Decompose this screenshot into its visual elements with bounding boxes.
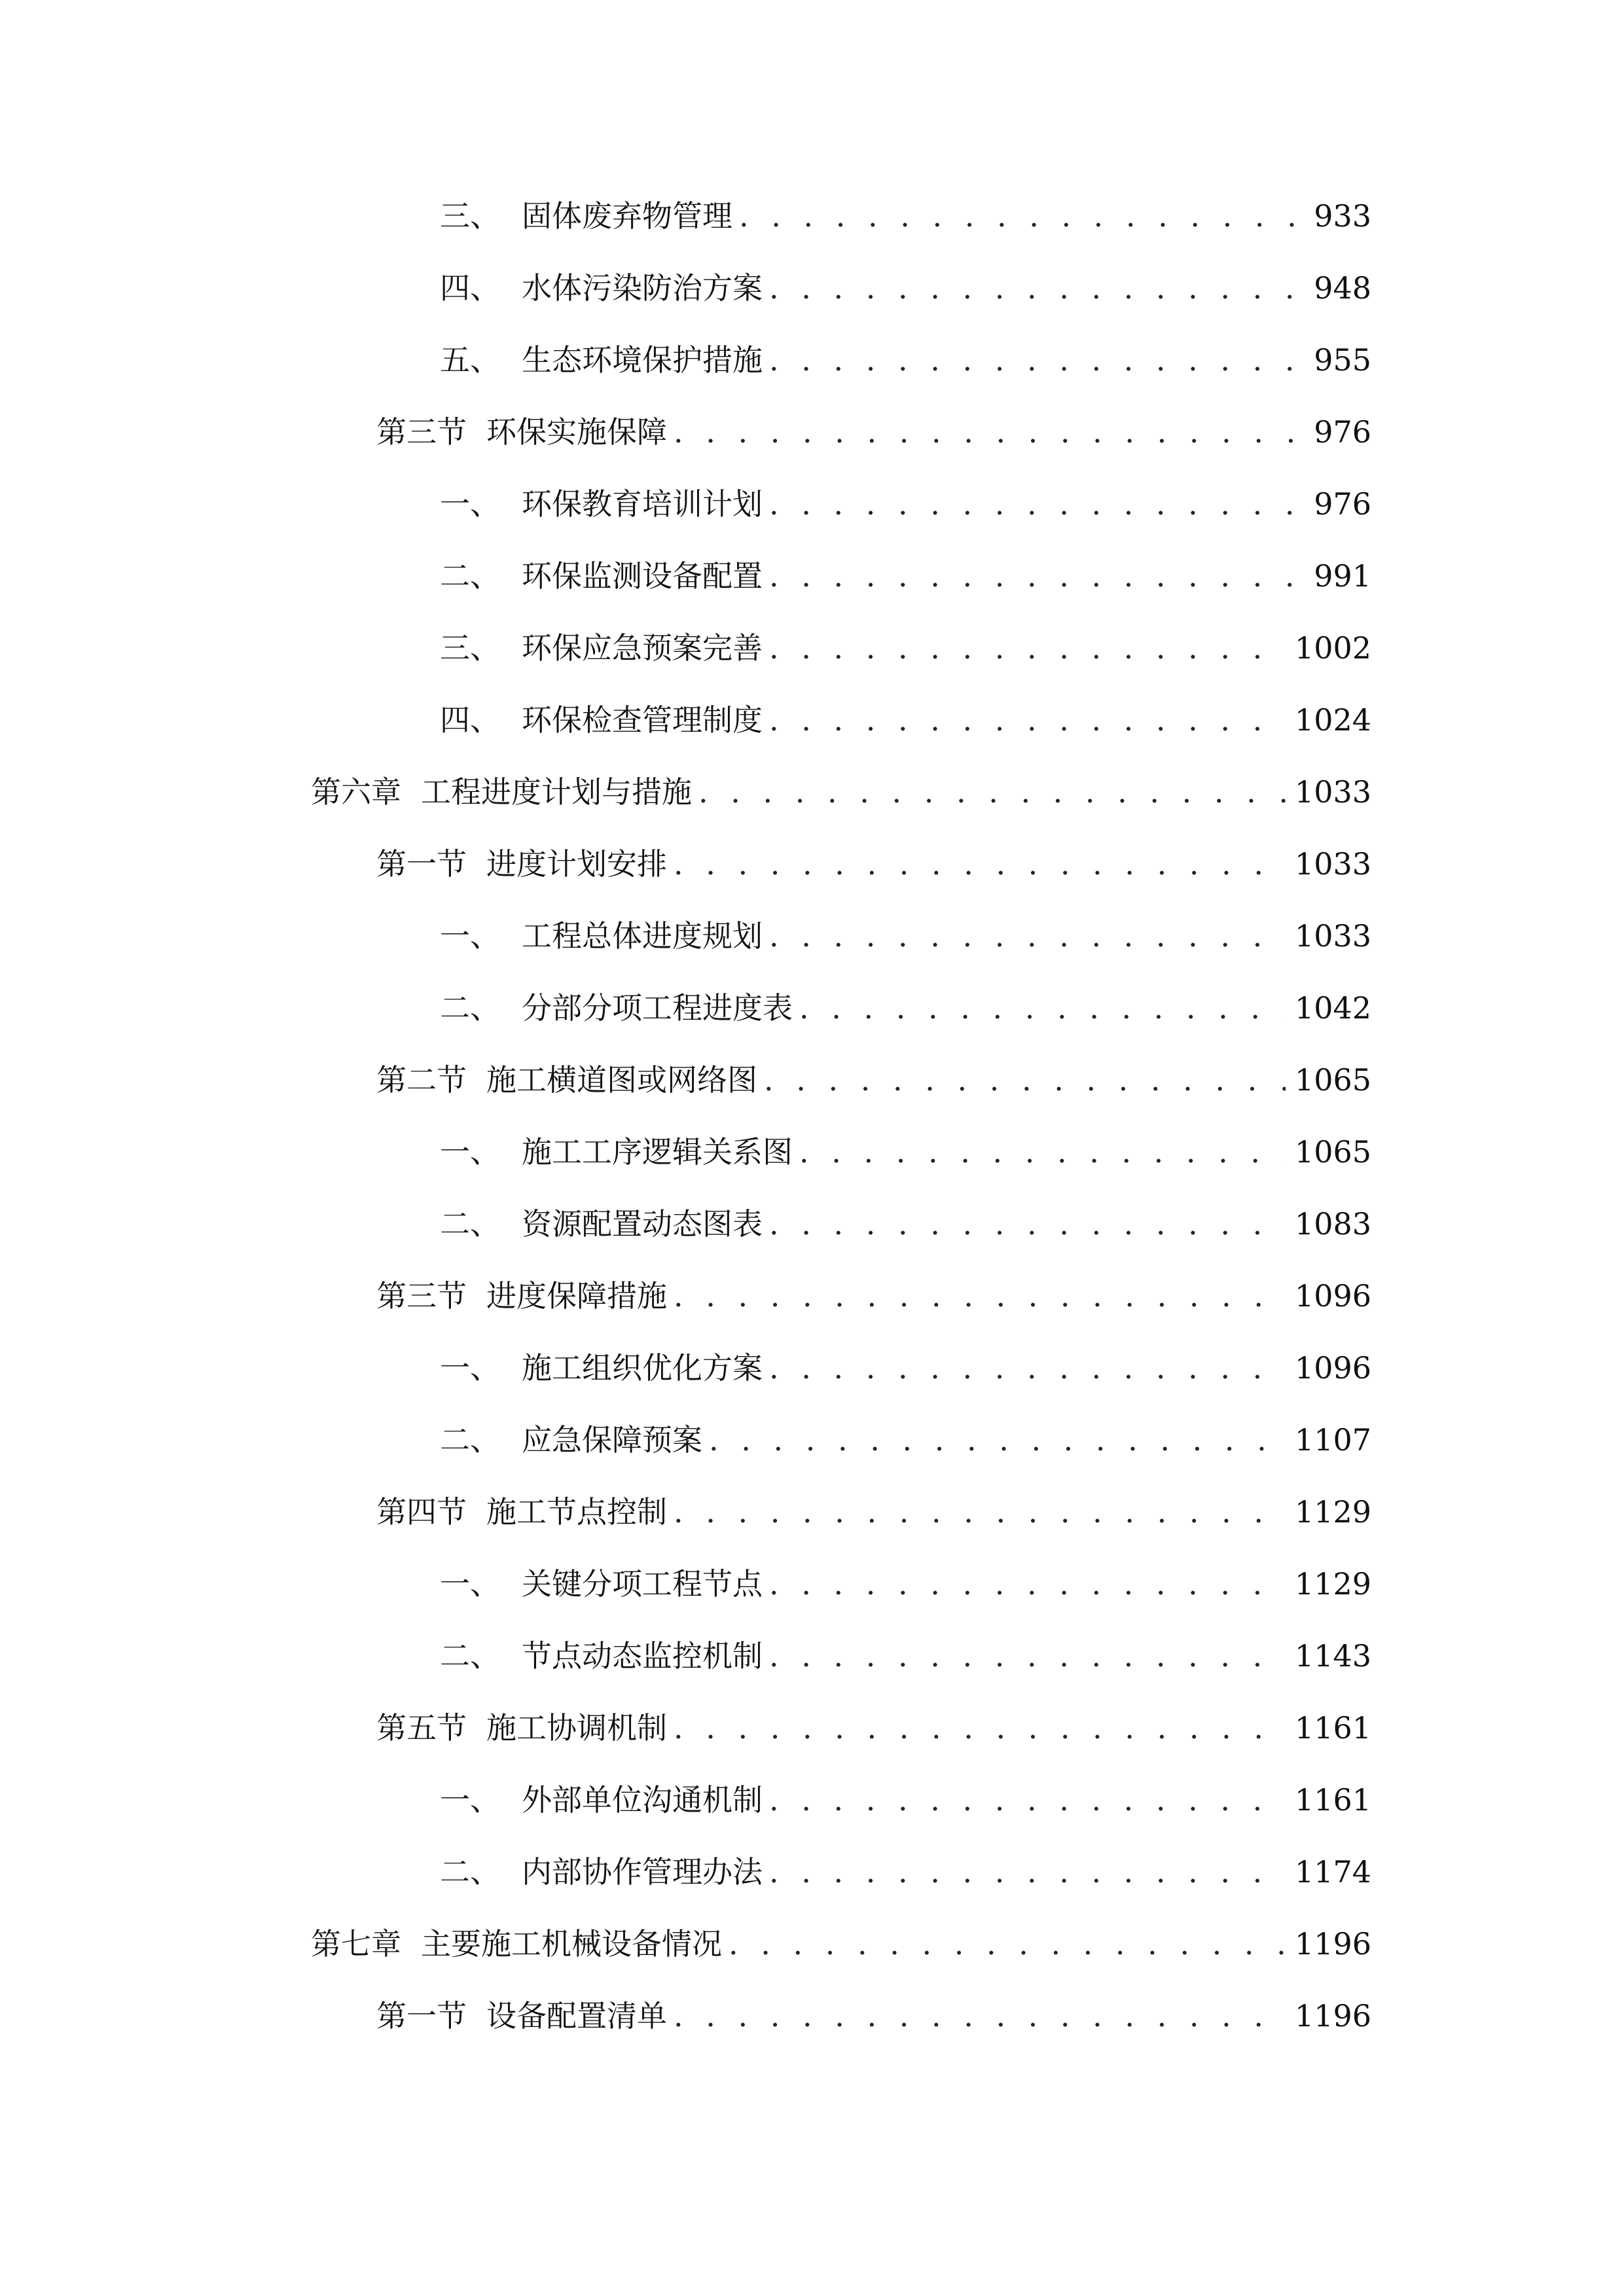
toc-entry-title: 工程进度计划与措施 [421,774,692,810]
toc-entry-page: 991 [1314,558,1371,594]
toc-entry-number: 一、 [440,1782,500,1818]
dot-leader [739,193,1305,239]
toc-entry-title: 关键分项工程节点 [522,1566,763,1602]
toc-entry-page: 1024 [1294,702,1371,738]
toc-entry-page: 1083 [1294,1206,1371,1242]
dot-leader [674,1705,1286,1751]
toc-entry-title: 工程总体进度规划 [522,918,763,954]
dot-leader [769,553,1305,599]
toc-entry[interactable] [440,625,1371,671]
toc-entry-number: 二、 [440,1206,500,1242]
dot-leader [698,769,1286,815]
toc-entry-title: 固体废弃物管理 [522,198,732,234]
toc-entry-title: 外部单位沟通机制 [522,1782,763,1818]
toc-entry[interactable] [440,265,1371,311]
toc-entry-number: 五、 [440,342,500,378]
toc-entry-title: 施工工序逻辑关系图 [522,1134,793,1170]
dot-leader [769,1201,1286,1247]
toc-entry-title: 环保教育培训计划 [522,486,763,522]
toc-entry-title: 环保应急预案完善 [522,630,763,666]
dot-leader [674,1273,1286,1319]
toc-entry-page: 1002 [1294,630,1371,666]
toc-entry[interactable] [440,985,1371,1031]
toc-entry[interactable] [440,481,1371,527]
dot-leader [674,841,1286,887]
toc-entry-title: 节点动态监控机制 [522,1638,763,1674]
dot-leader [769,1345,1286,1391]
dot-leader [764,1057,1286,1103]
toc-entry-page: 1174 [1294,1854,1371,1890]
toc-entry-number: 一、 [440,1350,500,1386]
dot-leader [769,265,1305,311]
toc-entry-number: 四、 [440,702,500,738]
toc-entry-page: 1065 [1294,1134,1371,1170]
toc-entry-title: 进度计划安排 [486,846,667,882]
toc-entry-number: 一、 [440,1134,500,1170]
toc-entry[interactable] [376,1705,1371,1751]
toc-entry-title: 内部协作管理办法 [522,1854,763,1890]
toc-entry[interactable] [440,1561,1371,1607]
toc-entry-number: 第三节 [376,1278,467,1314]
dot-leader [674,1993,1286,2039]
dot-leader [769,697,1286,743]
toc-entry[interactable] [440,1129,1371,1175]
toc-entry[interactable] [440,553,1371,599]
toc-entry-number: 四、 [440,270,500,306]
toc-entry-page: 1096 [1294,1278,1371,1314]
toc-entry-title: 资源配置动态图表 [522,1206,763,1242]
toc-entry[interactable] [440,913,1371,959]
toc-entry-title: 主要施工机械设备情况 [421,1926,722,1962]
toc-entry-page: 948 [1314,270,1371,306]
dot-leader [769,913,1286,959]
dot-leader [769,625,1286,671]
toc-entry[interactable] [376,409,1371,455]
toc-entry-title: 分部分项工程进度表 [522,990,793,1026]
dot-leader [769,1849,1286,1895]
toc-entry-number: 第二节 [376,1062,467,1098]
toc-entry-page: 1042 [1294,990,1371,1026]
toc-entry-number: 三、 [440,630,500,666]
toc-entry[interactable] [440,1201,1371,1247]
toc-entry-title: 生态环境保护措施 [522,342,763,378]
toc-entry[interactable] [440,1849,1371,1895]
toc-entry-number: 第五节 [376,1710,467,1746]
dot-leader [769,481,1305,527]
toc-entry-page: 1107 [1294,1422,1371,1458]
toc-entry[interactable] [376,1489,1371,1535]
toc-entry[interactable] [376,1993,1371,2039]
toc-entry-number: 第一节 [376,1998,467,2034]
dot-leader [769,1561,1286,1607]
toc-entry-page: 976 [1314,414,1371,450]
toc-entry-number: 第四节 [376,1494,467,1530]
toc-entry[interactable] [440,193,1371,239]
toc-entry[interactable] [440,1417,1371,1463]
dot-leader [799,985,1286,1031]
toc-entry-page: 1033 [1294,774,1371,810]
toc-entry-page: 1033 [1294,918,1371,954]
toc-entry-page: 1033 [1294,846,1371,882]
toc-entry-title: 设备配置清单 [486,1998,667,2034]
toc-entry-page: 933 [1314,198,1371,234]
toc-entry-page: 1143 [1294,1638,1371,1674]
toc-entry-title: 水体污染防治方案 [522,270,763,306]
toc-entry-number: 二、 [440,990,500,1026]
toc-entry-title: 施工组织优化方案 [522,1350,763,1386]
toc-entry-number: 第六章 [311,774,401,810]
toc-entry-number: 二、 [440,1638,500,1674]
toc-entry-page: 1096 [1294,1350,1371,1386]
toc-entry-title: 环保检查管理制度 [522,702,763,738]
toc-entry-page: 1129 [1294,1566,1371,1602]
toc-entry[interactable] [376,841,1371,887]
toc-entry-page: 1065 [1294,1062,1371,1098]
toc-entry[interactable] [376,1057,1371,1103]
dot-leader [769,1633,1286,1679]
toc-entry-page: 1196 [1294,1926,1371,1962]
toc-entry-title: 施工节点控制 [486,1494,667,1530]
dot-leader [729,1921,1286,1967]
toc-entry-number: 一、 [440,486,500,522]
toc-entry-number: 一、 [440,918,500,954]
dot-leader [799,1129,1286,1175]
toc-entry-number: 第一节 [376,846,467,882]
toc-entry-number: 第三节 [376,414,467,450]
toc-entry-number: 二、 [440,558,500,594]
dot-leader [674,409,1305,455]
toc-entry[interactable] [440,697,1371,743]
toc-entry-page: 1161 [1294,1710,1371,1746]
toc-entry-number: 二、 [440,1422,500,1458]
toc-entry[interactable] [376,1273,1371,1319]
toc-entry-number: 三、 [440,198,500,234]
toc-entry-title: 施工横道图或网络图 [486,1062,757,1098]
toc-entry-page: 1129 [1294,1494,1371,1530]
toc-entry-title: 施工协调机制 [486,1710,667,1746]
toc-entry[interactable] [311,1921,1371,1967]
toc-entry-page: 976 [1314,486,1371,522]
toc-entry-number: 一、 [440,1566,500,1602]
toc-entry[interactable] [440,1345,1371,1391]
toc-entry-title: 环保监测设备配置 [522,558,763,594]
toc-entry-title: 应急保障预案 [522,1422,702,1458]
toc-entry-number: 第七章 [311,1926,401,1962]
dot-leader [709,1417,1286,1463]
toc-entry-title: 环保实施保障 [486,414,667,450]
toc-entry-number: 二、 [440,1854,500,1890]
dot-leader [769,337,1305,383]
toc-entry[interactable] [311,769,1371,815]
toc-entry-page: 955 [1314,342,1371,378]
toc-entry[interactable] [440,337,1371,383]
toc-entry-page: 1196 [1294,1998,1371,2034]
dot-leader [674,1489,1286,1535]
toc-entry[interactable] [440,1633,1371,1679]
toc-entry[interactable] [440,1777,1371,1823]
dot-leader [769,1777,1286,1823]
toc-entry-page: 1161 [1294,1782,1371,1818]
toc-entry-title: 进度保障措施 [486,1278,667,1314]
